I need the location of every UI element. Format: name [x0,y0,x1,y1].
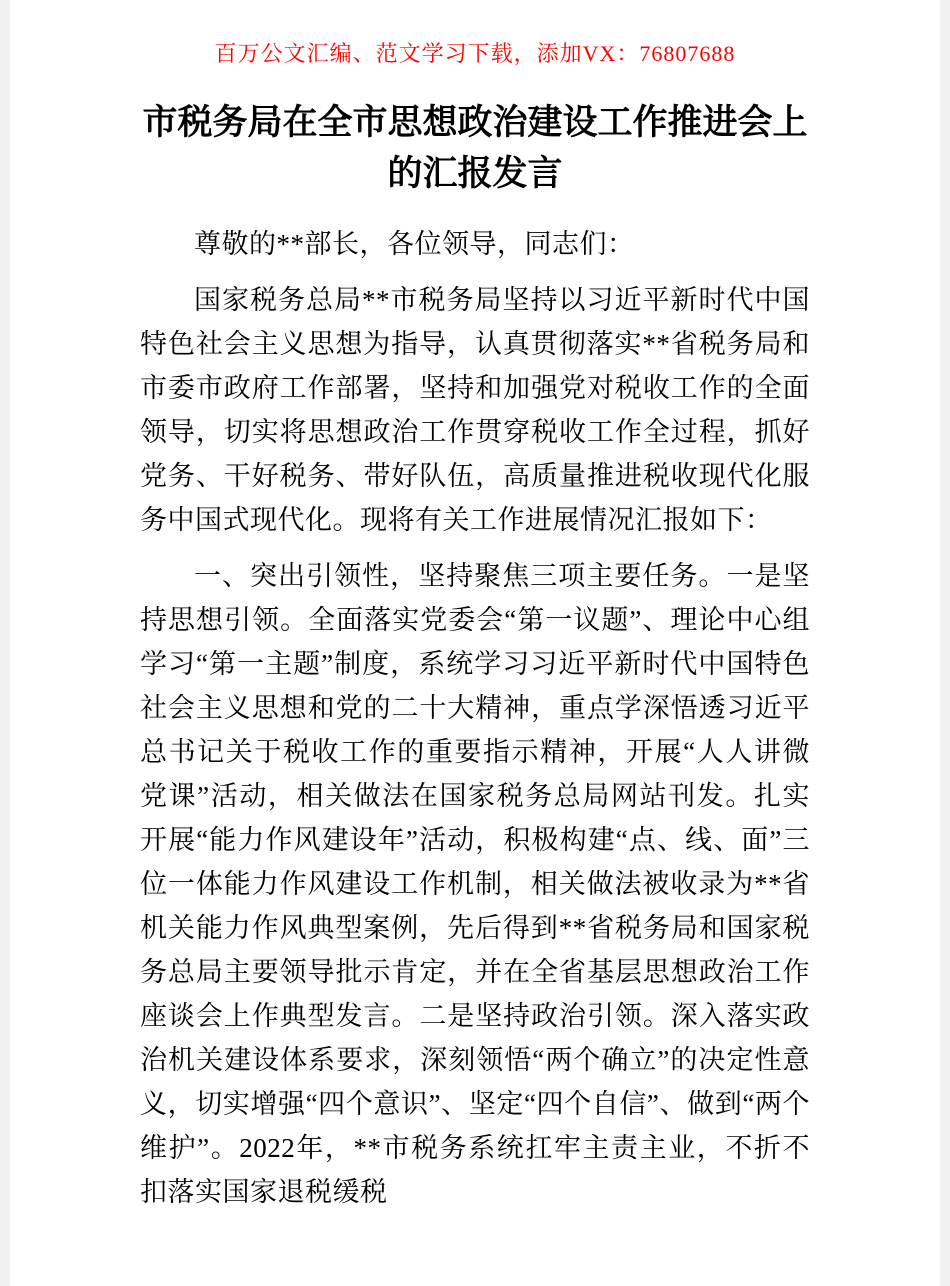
document-page [10,0,940,1286]
paragraph-section-one: 一、突出引领性，坚持聚焦三项主要任务。一是坚持思想引领。全面落实党委会“第一议题”、理论中心组学习“第一主题”制度，系统学习习近平新时代中国特色社会主义思想和党的二十大精神，重点学深悟透习近平总书记关于税收工作的重要指示精神，开展“人人讲微党课”活动，相关做法在国家税务总局网站刊发。扎实开展“能力作风建设年”活动，积极构建“点、线、面”三位一体能力作风建设工作机制，相关做法被收录为**省机关能力作风典型案例，先后得到**省税务局和国家税务总局主要领导批示肯定，并在全省基层思想政治工作座谈会上作典型发言。二是坚持政治引领。深入落实政治机关建设体系要求，深刻领悟“两个确立”的决定性意义，切实增强“四个意识”、坚定“四个自信”、做到“两个维护”。2022年，**市税务系统扛牢主责主业，不折不扣落实国家退税缓税 [140,560,810,1207]
paragraph-intro: 国家税务总局**市税务局坚持以习近平新时代中国特色社会主义思想为指导，认真贯彻落实**省税务局和市委市政府工作部署，坚持和加强党对税收工作的全面领导，切实将思想政治工作贯穿税收工作全过程，抓好党务、干好税务、带好队伍，高质量推进税收现代化服务中国式现代化。现将有关工作进展情况汇报如下： [140,284,810,535]
paragraph-salutation: 尊敬的**部长，各位领导，同志们： [194,228,635,259]
document-body [140,222,810,1214]
document-title: 市税务局在全市思想政治建设工作推进会上的汇报发言 [142,103,808,193]
header-notice: 百万公文汇编、范文学习下载，添加VX：76807688 [214,41,736,66]
